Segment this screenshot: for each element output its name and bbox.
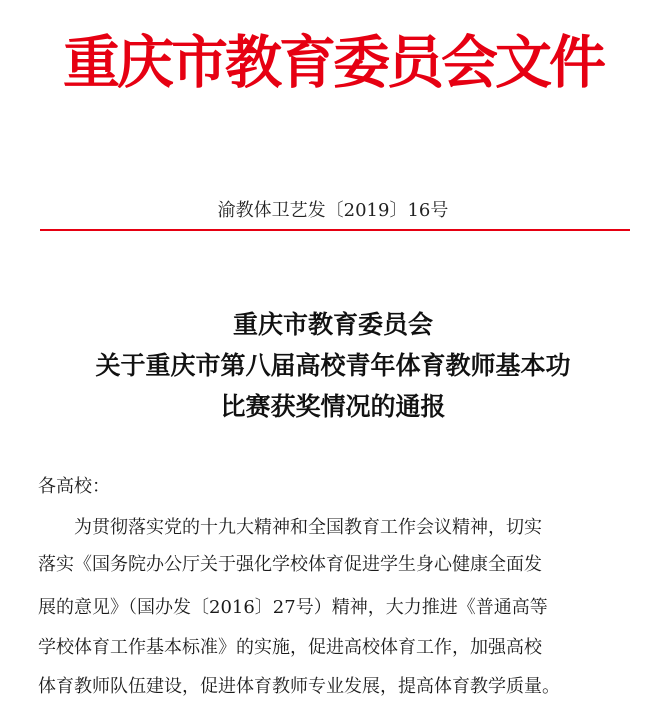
body-line-4: 学校体育工作基本标准》的实施，促进高校体育工作，加强高校 [38,637,542,658]
salutation: 各高校： [38,476,110,497]
document-title-line-1: 重庆市教育委员会 [232,310,433,339]
body-line-3: 展的意见》（国办发〔2016〕27号）精神，大力推进《普通高等 [38,597,548,618]
body-line-2: 落实《国务院办公厅关于强化学校体育促进学生身心健康全面发 [38,554,542,575]
document-title-line-3: 比赛获奖情况的通报 [220,392,446,421]
body-line-5: 体育教师队伍建设，促进体育教师专业发展，提高体育教学质量。 [38,676,560,697]
document-masthead: 重庆市教育委员会文件 [63,29,603,96]
body-line-1: 为贯彻落实党的十九大精神和全国教育工作会议精神，切实 [38,517,542,538]
document-title-line-2: 关于重庆市第八届高校青年体育教师基本功 [95,351,571,380]
red-divider-line [40,229,630,231]
document-number: 渝教体卫艺发〔2019〕16号 [217,200,449,221]
